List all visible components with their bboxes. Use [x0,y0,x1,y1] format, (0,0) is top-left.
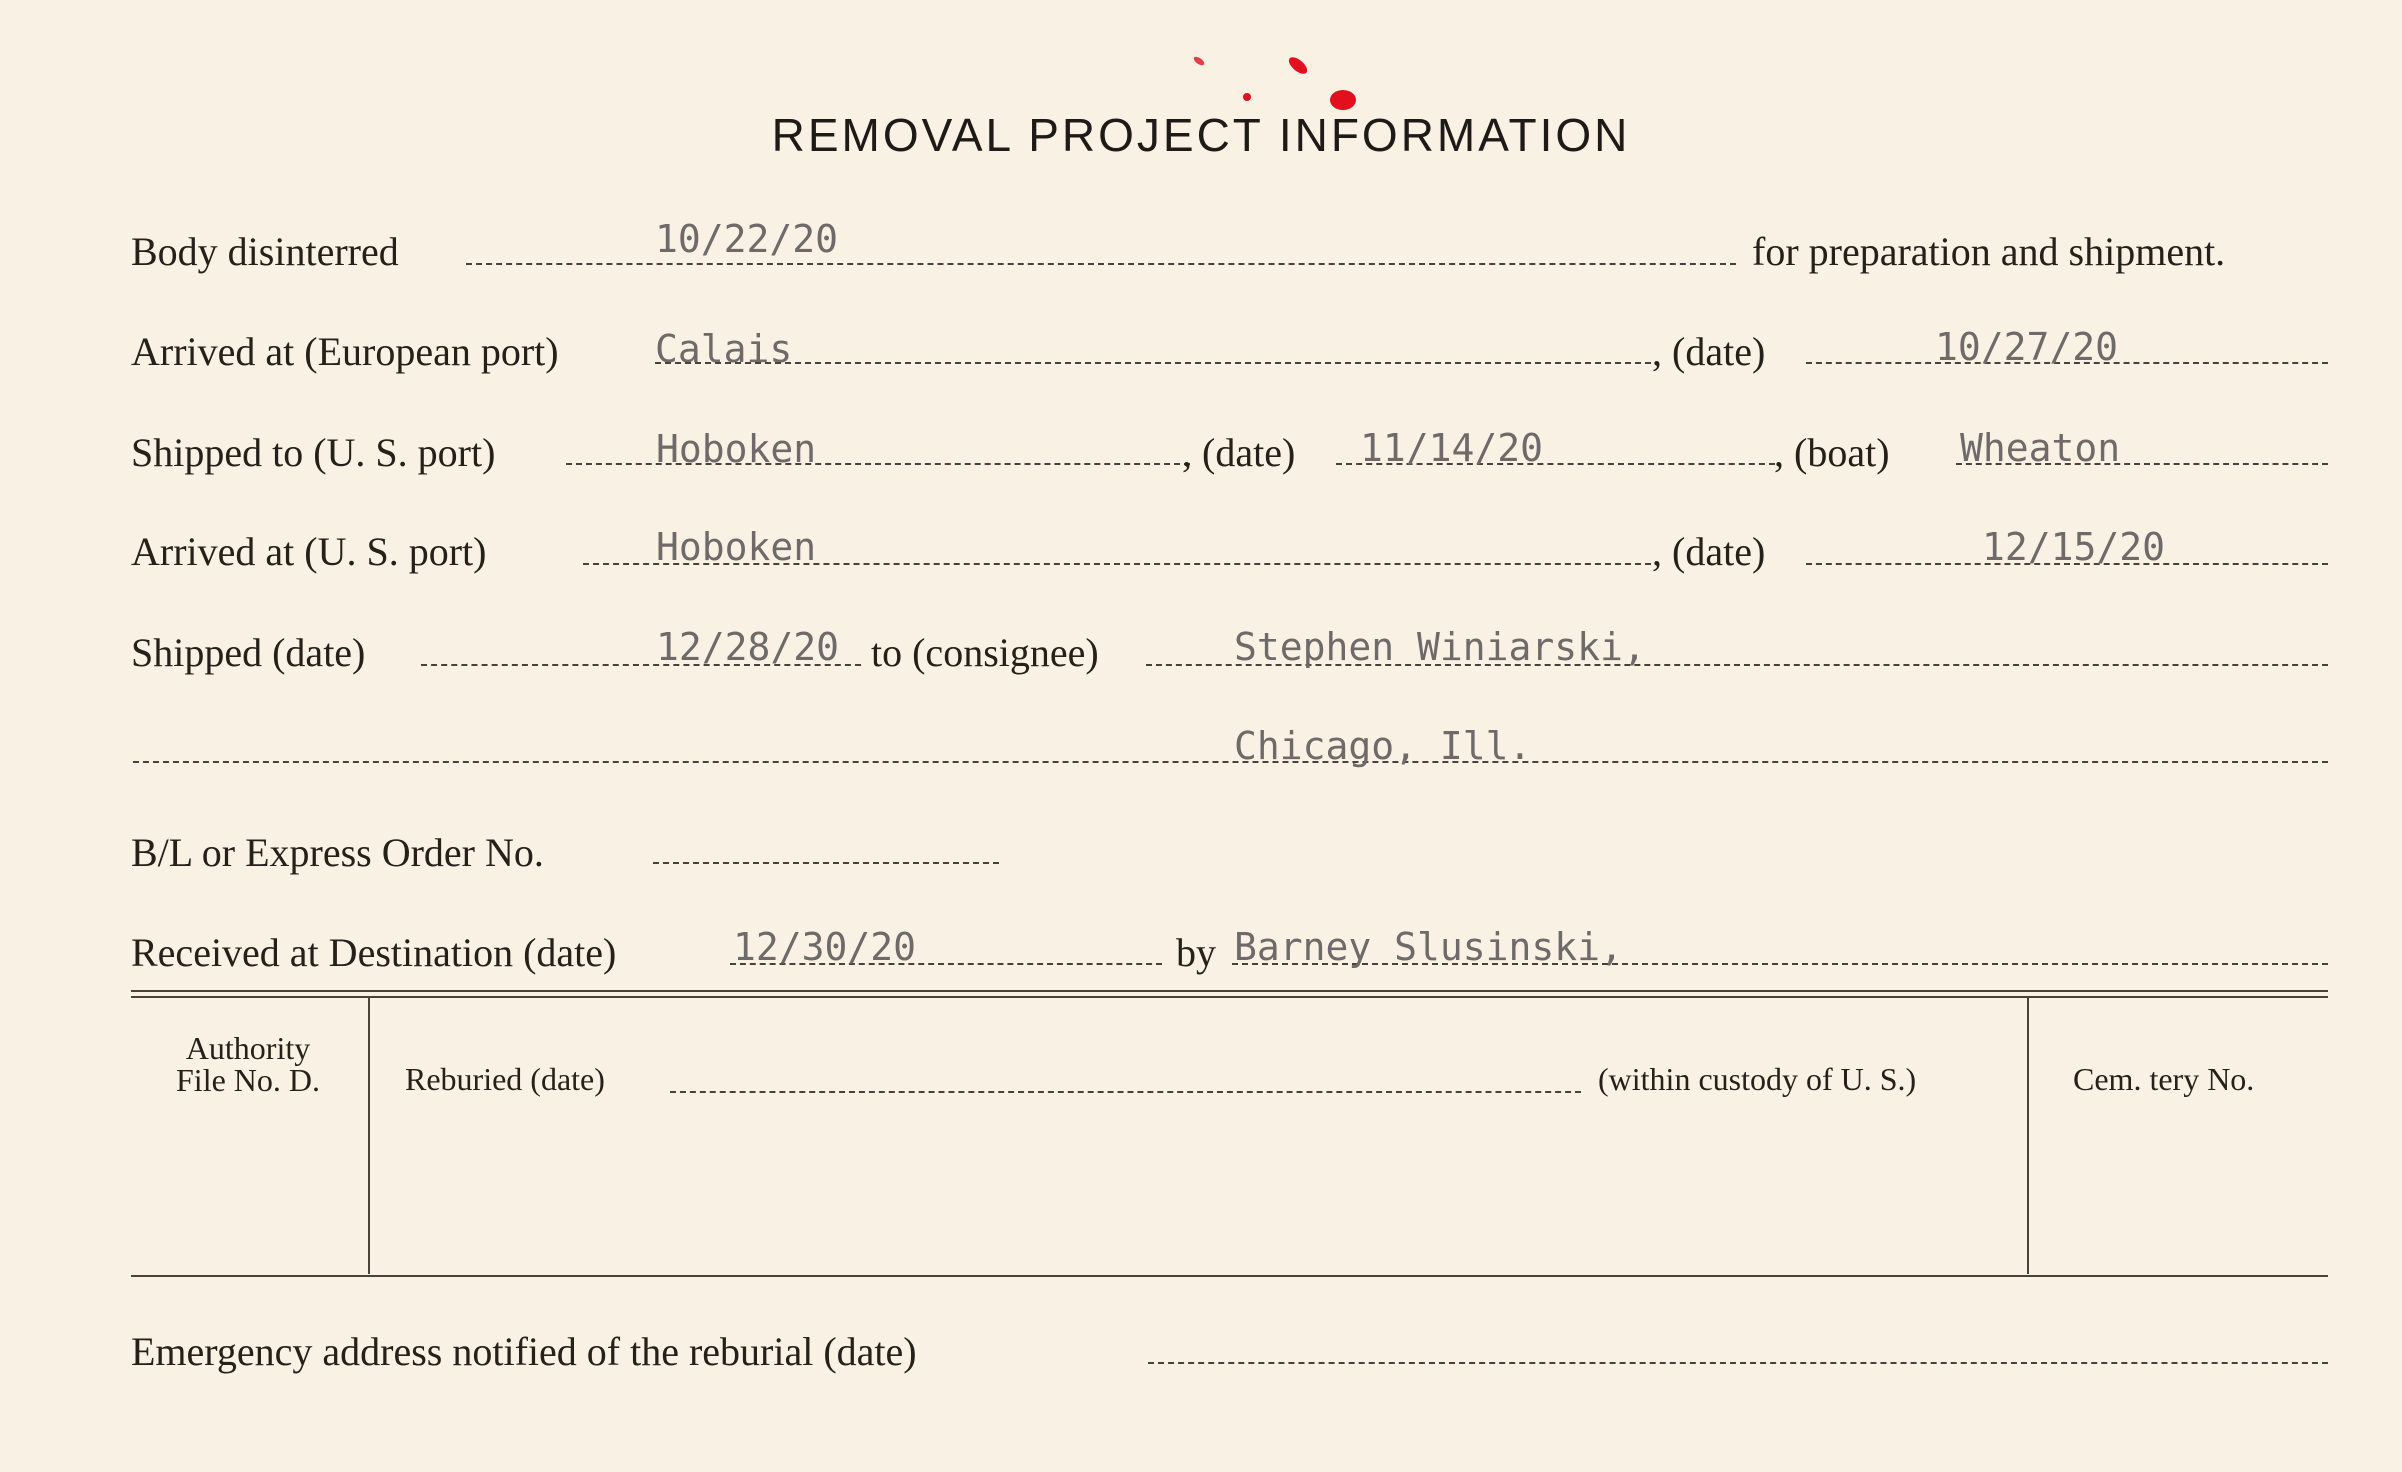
arrived-european-date: 10/27/20 [1935,325,2119,369]
bl-order-line [653,862,999,864]
shipped-us-date-label: , (date) [1182,430,1296,475]
shipped-us-boat: Wheaton [1960,426,2121,470]
body-disinterred-suffix: for preparation and shipment. [1752,229,2226,274]
received-by-name: Barney Slusinski, [1234,925,1623,969]
consignee-address-line [133,761,2328,763]
arrived-us-date: 12/15/20 [1982,525,2166,569]
table-bottom-rule [131,1275,2328,1277]
table-top-rule-2 [131,996,2328,998]
emergency-label: Emergency address notified of the reburial (date) [131,1329,917,1374]
body-disinterred-label: Body disinterred [131,229,399,274]
table-divider-left [368,998,370,1274]
emergency-line [1148,1362,2328,1364]
ink-stain [1243,93,1251,101]
table-divider-right [2027,998,2029,1274]
table-top-rule [131,990,2328,992]
authority-label-line1: Authority [185,1030,311,1066]
arrived-european-date-label: , (date) [1652,329,1766,374]
card-title: REMOVAL PROJECT INFORMATION [771,109,1631,161]
consignee-label: to (consignee) [871,630,1099,675]
reburied-label: Reburied (date) [405,1061,605,1097]
consignee-name: Stephen Winiarski, [1234,625,1646,669]
arrived-us-label: Arrived at (U. S. port) [131,529,487,574]
arrived-us-date-label: , (date) [1652,529,1766,574]
arrived-us-port: Hoboken [656,525,817,569]
body-disinterred-line [466,263,1736,265]
body-disinterred-date: 10/22/20 [655,217,839,261]
shipped-date-label: Shipped (date) [131,630,366,675]
cemetery-label: Cem. tery No. [2073,1061,2255,1097]
shipped-us-boat-label: , (boat) [1774,430,1890,475]
reburied-line [670,1091,1581,1093]
arrived-european-port: Calais [655,327,793,371]
arrived-european-label: Arrived at (European port) [131,329,559,374]
custody-label: (within custody of U. S.) [1598,1061,1917,1097]
ink-stain [1330,90,1356,110]
shipped-date: 12/28/20 [656,625,840,669]
shipped-us-port: Hoboken [656,427,817,471]
received-date: 12/30/20 [733,925,917,969]
arrived-european-port-line [655,362,1651,364]
ink-stain [1192,55,1205,67]
consignee-city: Chicago, Ill. [1234,724,1532,768]
ink-stain [1286,54,1310,77]
shipped-us-date: 11/14/20 [1360,426,1544,470]
received-label: Received at Destination (date) [131,930,617,975]
received-by-label: by [1176,930,1216,975]
shipped-us-label: Shipped to (U. S. port) [131,430,496,475]
authority-label-line2: File No. D. [176,1062,320,1098]
bl-order-label: B/L or Express Order No. [131,830,544,875]
